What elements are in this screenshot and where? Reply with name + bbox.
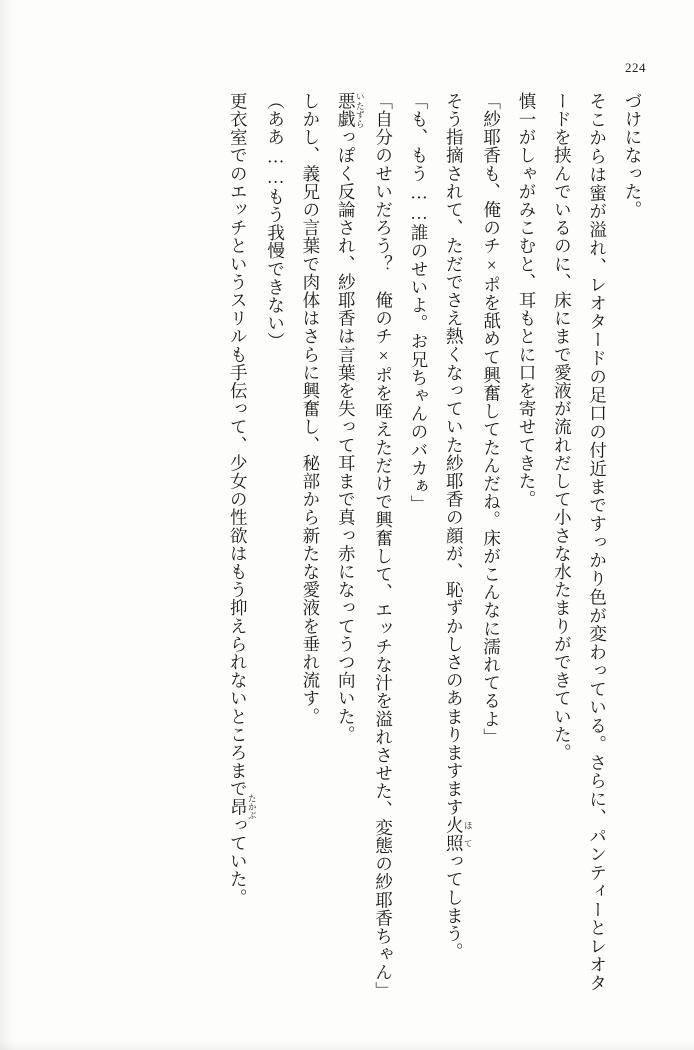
paragraph: 「紗耶香も、俺のチ×ポを舐めて興奮してたんだね。床がこんなに濡れてるよ」 [481,92,502,747]
ruby-annotation: 火照 ほて [444,816,474,853]
ruby-reading: たかぶ [247,794,258,820]
paragraph-with-ruby: 更衣室でのエッチというスリルも手伝って、少女の性欲はもう抑えられないところまで昂 たかぶっていた。 [228,92,258,907]
page-edge-shadow-bottom [0,1040,694,1050]
paragraph: （ああ……もう我慢できない） [265,92,286,351]
page-edge-shadow-left [0,0,14,1050]
paragraph: づけになった。 [623,92,643,219]
ruby-reading: いたずら [355,92,366,129]
paragraph: 「自分のせいだろう？ 俺のチ×ポを咥えただけで興奮して、エッチな汁を溢れさせた、変態の紗耶香ちゃん」 [373,92,394,1000]
paragraph: しかし、義兄の言葉で肉体はさらに興奮し、秘部から新たな愛液を垂れ流す。 [300,92,321,726]
paragraph-with-ruby: そう指摘されて、ただでさえ熱くなっていた紗耶香の顔が、恥ずかしさのあまりますます火照 ほてってしまう。 [444,92,474,961]
page-number: 224 [625,60,646,75]
body-text-vertical [52,92,650,1000]
paragraph: そこからは蜜が溢れ、レオタードの足口の付近まですっかり色が変わっている。さらに、パンティーとレオタードを挟んでいるのに、床にまで愛液が流れだして小さな水たまりができていた。 [552,92,608,992]
paragraph: 「も、もう……誰のせいよ。お兄ちゃんのバカぁ」 [408,92,429,514]
paragraph-with-ruby: 悪戯 いたずらっぽく反論され、紗耶香は言葉を失って耳まで真っ赤になってうつ向いた。 [336,92,366,744]
paragraph: 慎一がしゃがみこむと、耳もとに口を寄せてきた。 [516,92,537,509]
ruby-annotation: 昂 たかぶ [228,794,258,820]
ruby-annotation: 悪戯 いたずら [336,92,366,129]
ruby-reading: ほて [463,816,474,853]
